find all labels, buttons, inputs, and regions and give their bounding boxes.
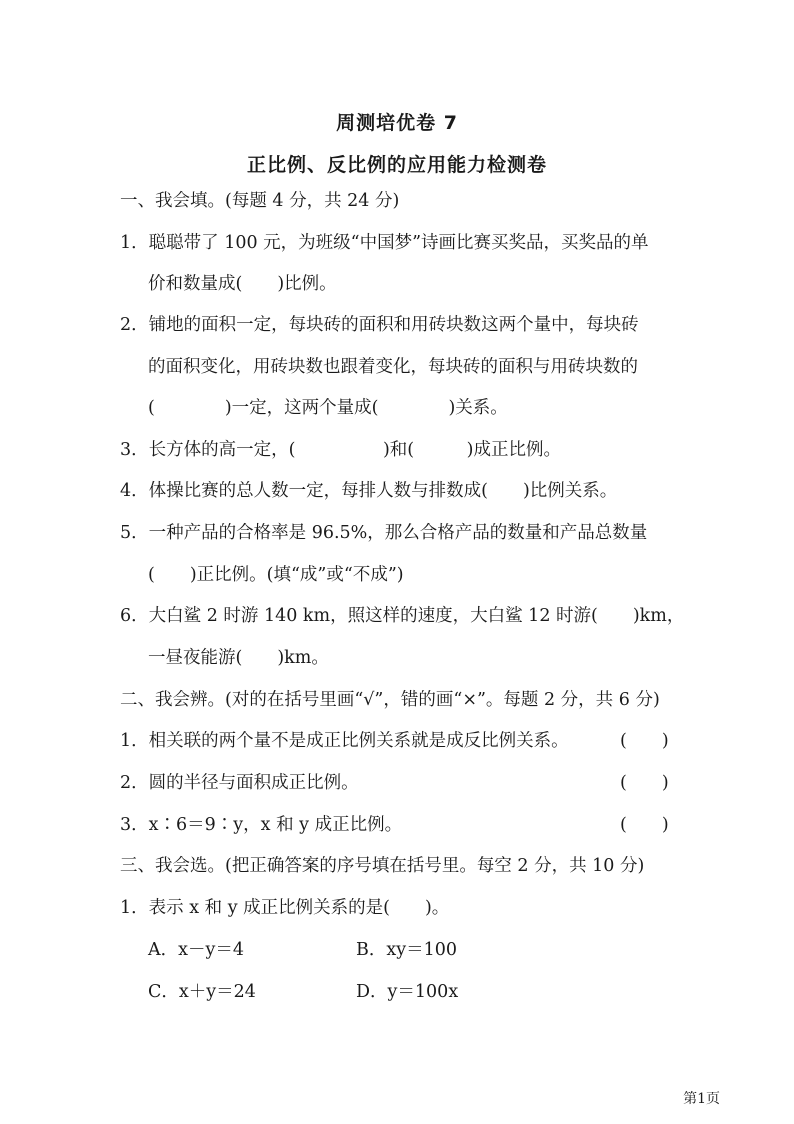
s2-q2-answer-blank: ( ) [620,773,669,793]
s2-q2: 2．圆的半径与面积成正比例。 [120,773,359,793]
s1-q1-line1: 1．聪聪带了 100 元，为班级“中国梦”诗画比赛买奖品，买奖品的单 [120,233,649,253]
s1-q5-line1: 5．一种产品的合格率是 96.5%，那么合格产品的数量和产品总数量 [120,523,648,543]
s2-q3: 3．x∶6＝9∶y，x 和 y 成正比例。 [120,815,403,835]
s3-q1-option-a: A．x－y＝4 [148,940,245,960]
page-number: 第1页 [683,1091,720,1107]
s3-q1-option-b: B．xy＝100 [356,940,458,960]
s1-q2-line1: 2．铺地的面积一定，每块砖的面积和用砖块数这两个量中，每块砖 [120,315,639,335]
s2-q1: 1．相关联的两个量不是成正比例关系就是成反比例关系。 [120,731,569,751]
s2-q3-answer-blank: ( ) [620,815,669,835]
s1-q6-line2: 一昼夜能游( )km。 [148,648,329,668]
s2-q1-answer-blank: ( ) [620,731,669,751]
s1-q5-line2: ( )正比例。(填“成”或“不成”) [148,565,404,585]
s1-q3: 3．长方体的高一定，( )和( )成正比例。 [120,440,561,460]
section3-heading: 三、我会选。(把正确答案的序号填在括号里。每空 2 分，共 10 分) [120,856,645,876]
s3-q1: 1．表示 x 和 y 成正比例关系的是( )。 [120,898,450,918]
section2-heading: 二、我会辨。(对的在括号里画“√”，错的画“×”。每题 2 分，共 6 分) [120,690,660,710]
s1-q2-line2: 的面积变化，用砖块数也跟着变化，每块砖的面积与用砖块数的 [148,357,638,377]
s3-q1-option-c: C．x＋y＝24 [148,982,256,1002]
s1-q1-line2: 价和数量成( )比例。 [148,274,337,294]
section1-heading: 一、我会填。(每题 4 分，共 24 分) [120,191,400,211]
s1-q2-line3: ( )一定，这两个量成( )关系。 [148,398,508,418]
s1-q4: 4．体操比赛的总人数一定，每排人数与排数成( )比例关系。 [120,481,618,501]
page-subtitle: 正比例、反比例的应用能力检测卷 [246,154,547,176]
page-title: 周测培优卷 7 [336,112,458,134]
s3-q1-option-d: D．y＝100x [356,982,459,1002]
s1-q6-line1: 6．大白鲨 2 时游 140 km，照这样的速度，大白鲨 12 时游( )km， [120,606,685,626]
